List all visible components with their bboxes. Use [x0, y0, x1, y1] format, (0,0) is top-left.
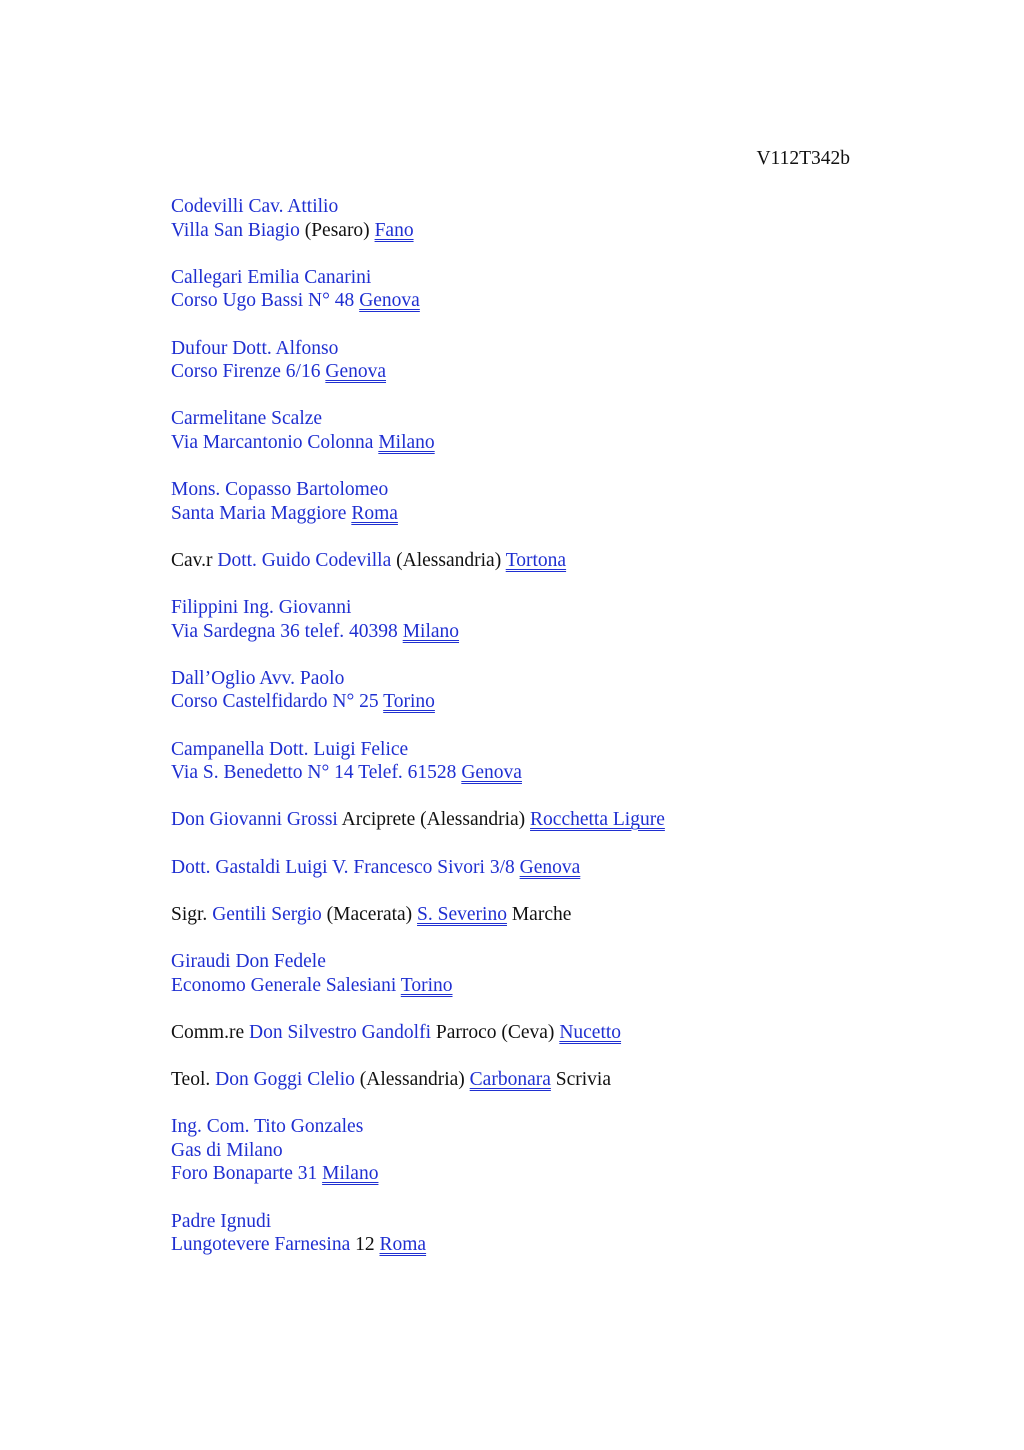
- name-text: Foro Bonaparte 31: [171, 1163, 323, 1185]
- address-entry: [171, 903, 951, 927]
- plain-text: Cav.r: [171, 549, 218, 571]
- name-text: Giraudi Don Fedele: [171, 951, 326, 972]
- plain-text: Scrivia: [550, 1068, 611, 1090]
- plain-text: Parroco (Ceva): [430, 1021, 560, 1043]
- plain-text: Arciprete (Alessandria): [337, 809, 531, 831]
- name-text: Corso Firenze 6/16: [171, 361, 326, 383]
- address-entry: [171, 808, 951, 832]
- plain-text: (Macerata): [321, 903, 418, 925]
- city-link[interactable]: Genova: [359, 290, 420, 312]
- entry-line: [171, 667, 951, 691]
- city-link[interactable]: Carbonara: [469, 1068, 551, 1090]
- page-id: V112T342b: [756, 148, 850, 169]
- address-list: [171, 195, 951, 1280]
- entry-line: [171, 808, 951, 832]
- name-text: Gentili Sergio: [212, 903, 322, 925]
- city-link[interactable]: Roma: [379, 1234, 427, 1256]
- entry-line: [171, 1139, 951, 1163]
- entry-line: [171, 738, 951, 762]
- city-link[interactable]: Torino: [383, 691, 435, 713]
- plain-text: Marche: [506, 903, 572, 925]
- name-text: Via S. Benedetto N° 14 Telef. 61528: [171, 762, 462, 784]
- entry-line: [171, 620, 951, 644]
- name-text: Gas di Milano: [171, 1139, 283, 1161]
- name-text: Don Goggi Clelio: [215, 1068, 355, 1090]
- city-link[interactable]: Milano: [402, 620, 460, 642]
- name-text: Corso Castelfidardo N° 25: [171, 691, 384, 713]
- city-link[interactable]: Torino: [400, 974, 453, 996]
- city-link[interactable]: S. Severino: [417, 903, 507, 925]
- name-text: Callegari Emilia Canarini: [171, 266, 372, 288]
- name-text: Dufour Dott. Alfonso: [171, 337, 339, 359]
- address-entry: [171, 738, 951, 785]
- name-text: Padre Ignudi: [171, 1210, 272, 1232]
- address-entry: [171, 856, 951, 880]
- entry-line: [171, 1210, 951, 1234]
- address-entry: [171, 596, 951, 643]
- plain-text: Comm.re: [171, 1021, 249, 1043]
- entry-line: [171, 950, 951, 974]
- address-entry: [171, 1115, 951, 1186]
- city-link[interactable]: Genova: [519, 856, 581, 878]
- name-text: Via Marcantonio Colonna: [171, 431, 379, 453]
- entry-line: [171, 195, 951, 219]
- entry-line: [171, 289, 951, 313]
- entry-line: [171, 431, 951, 455]
- name-text: Lungotevere Farnesina: [171, 1234, 351, 1256]
- city-link[interactable]: Rocchetta Ligure: [530, 809, 665, 831]
- entry-line: [171, 856, 951, 880]
- plain-text: Sigr.: [171, 903, 213, 925]
- city-link[interactable]: Milano: [378, 431, 435, 453]
- entry-line: [171, 337, 951, 361]
- entry-line: [171, 407, 951, 431]
- name-text: Carmelitane Scalze: [171, 408, 323, 430]
- entry-line: [171, 903, 951, 927]
- name-text: Ing. Com. Tito Gonzales: [171, 1116, 364, 1138]
- entry-line: [171, 690, 951, 714]
- name-text: Codevilli Cav. Attilio: [171, 196, 339, 217]
- entry-line: [171, 1233, 951, 1257]
- name-text: Don Giovanni Grossi: [171, 809, 338, 831]
- name-text: Filippini Ing. Giovanni: [171, 597, 352, 619]
- address-entry: [171, 266, 951, 313]
- name-text: Santa Maria Maggiore: [171, 502, 352, 524]
- plain-text: (Pesaro): [299, 219, 375, 241]
- entry-line: [171, 549, 951, 573]
- name-text: Mons. Copasso Bartolomeo: [171, 479, 389, 501]
- city-link[interactable]: Genova: [325, 361, 387, 383]
- entry-line: [171, 360, 951, 384]
- city-link[interactable]: Tortona: [505, 549, 567, 571]
- city-link[interactable]: Genova: [461, 762, 522, 784]
- address-entry: [171, 478, 951, 525]
- plain-text: (Alessandria): [391, 549, 506, 571]
- address-entry: [171, 549, 951, 573]
- entry-line: [171, 761, 951, 785]
- city-link[interactable]: Roma: [351, 502, 398, 524]
- entry-line: [171, 974, 951, 998]
- name-text: Dott. Guido Codevilla: [217, 549, 392, 571]
- name-text: Don Silvestro Gandolfi: [249, 1021, 431, 1043]
- entry-line: [171, 1162, 951, 1186]
- address-entry: [171, 337, 951, 384]
- entry-line: [171, 1115, 951, 1139]
- city-link[interactable]: Fano: [374, 219, 414, 241]
- address-entry: [171, 407, 951, 454]
- address-entry: [171, 1210, 951, 1257]
- name-text: Economo Generale Salesiani: [171, 974, 401, 996]
- entry-line: [171, 1068, 951, 1092]
- address-entry: [171, 667, 951, 714]
- entry-line: [171, 596, 951, 620]
- address-entry: [171, 1021, 951, 1045]
- name-text: Via Sardegna 36 telef. 40398: [171, 620, 403, 642]
- plain-text: Teol.: [171, 1068, 216, 1090]
- address-entry: [171, 950, 951, 997]
- name-text: Dott. Gastaldi Luigi V. Francesco Sivori 3/8: [171, 856, 520, 878]
- city-link[interactable]: Milano: [322, 1163, 379, 1185]
- name-text: Corso Ugo Bassi N° 48: [171, 290, 360, 312]
- entry-line: [171, 502, 951, 526]
- entry-line: [171, 266, 951, 290]
- plain-text: (Alessandria): [354, 1068, 470, 1090]
- city-link[interactable]: Nucetto: [559, 1021, 622, 1043]
- name-text: Campanella Dott. Luigi Felice: [171, 738, 409, 760]
- entry-line: [171, 1021, 951, 1045]
- plain-text: 12: [350, 1234, 380, 1256]
- address-entry: [171, 195, 951, 242]
- name-text: Villa San Biagio: [171, 219, 300, 241]
- entry-line: [171, 219, 951, 243]
- entry-line: [171, 478, 951, 502]
- name-text: Dall’Oglio Avv. Paolo: [171, 667, 345, 689]
- address-entry: [171, 1068, 951, 1092]
